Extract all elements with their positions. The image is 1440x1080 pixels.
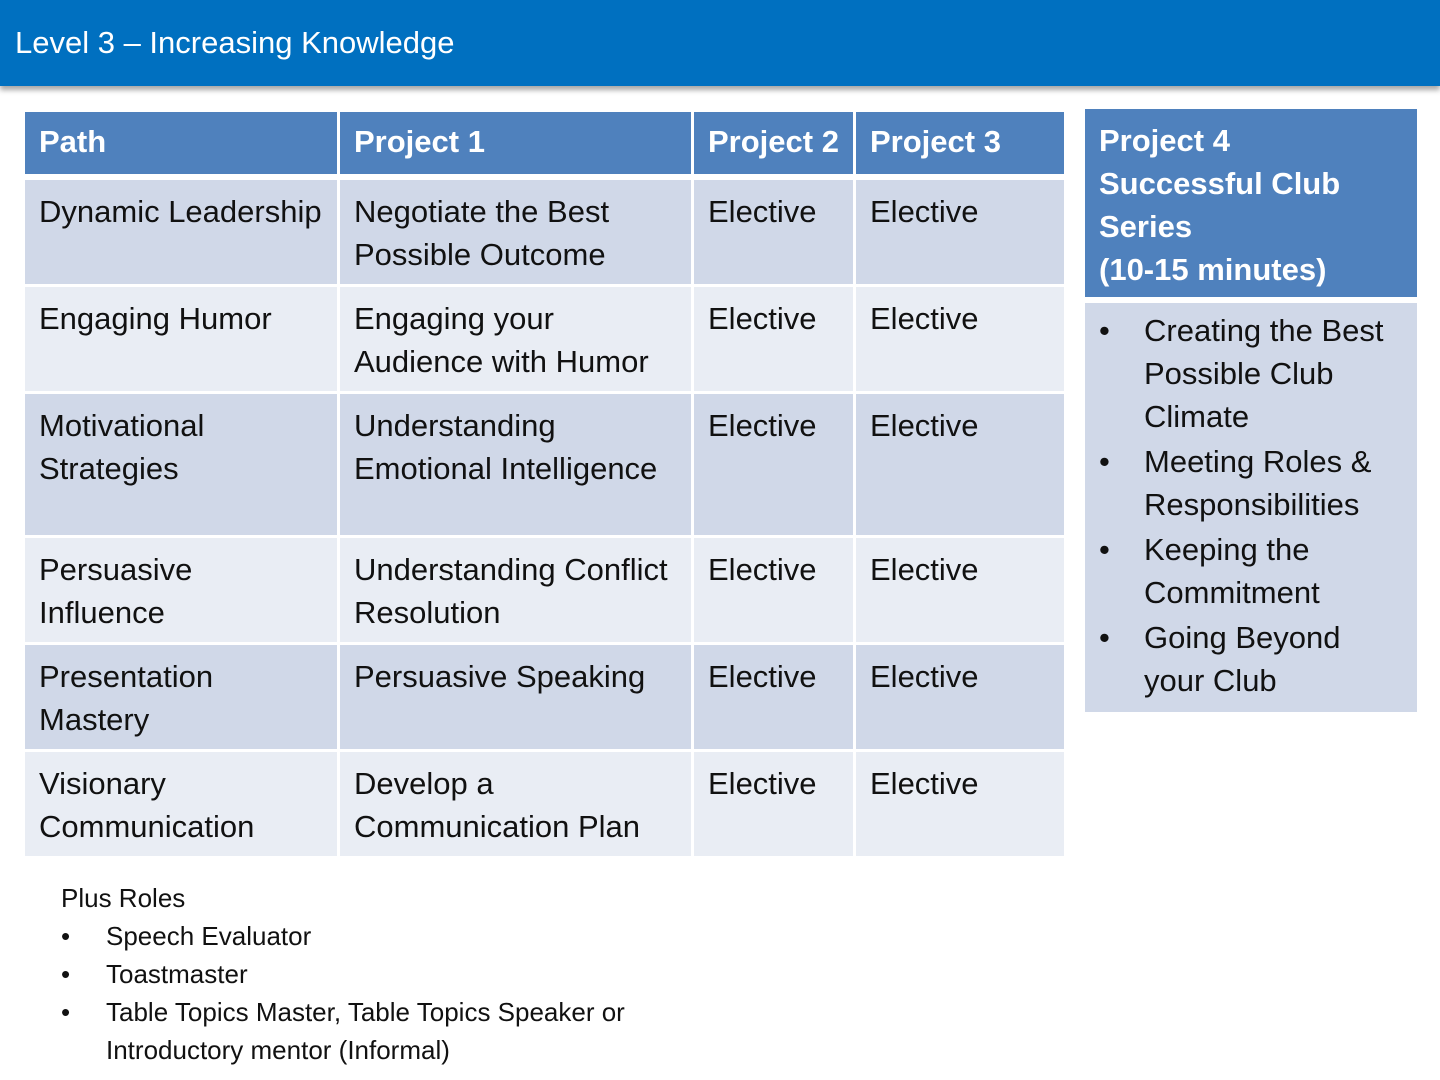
cell-project-3: Elective	[855, 393, 1066, 537]
cell-project-1: Engaging your Audience with Humor	[339, 286, 693, 393]
project-4-heading	[1085, 109, 1417, 303]
table-row	[24, 177, 1066, 286]
header-path: Path	[24, 111, 339, 178]
project-4-heading-line: (10-15 minutes)	[1099, 252, 1327, 287]
project-4-heading-line: Project 4	[1099, 123, 1230, 158]
project-4-panel	[1085, 109, 1417, 712]
list-item-text: Speech Evaluator	[106, 921, 312, 951]
list-item	[61, 993, 741, 1069]
cell-project-1: Understanding Emotional Intelligence	[339, 393, 693, 537]
bullet-icon: •	[61, 921, 71, 951]
header-project-2: Project 2	[693, 111, 855, 178]
cell-project-1: Persuasive Speaking	[339, 644, 693, 751]
cell-project-3: Elective	[855, 177, 1066, 286]
bullet-icon: •	[61, 959, 71, 989]
project-4-heading-line: Series	[1099, 209, 1193, 244]
list-item	[1099, 528, 1405, 614]
cell-project-2: Elective	[693, 751, 855, 858]
roles-section	[61, 879, 741, 1069]
cell-project-3: Elective	[855, 286, 1066, 393]
list-item-text: Meeting Roles & Responsibilities	[1144, 444, 1372, 522]
table-row	[24, 751, 1066, 858]
cell-project-3: Elective	[855, 537, 1066, 644]
list-item	[1099, 440, 1405, 526]
cell-path: Engaging Humor	[24, 286, 339, 393]
table-row	[24, 286, 1066, 393]
cell-project-3: Elective	[855, 751, 1066, 858]
table-row	[24, 537, 1066, 644]
cell-path: Dynamic Leadership	[24, 177, 339, 286]
header-project-3: Project 3	[855, 111, 1066, 178]
cell-path: Presentation Mastery	[24, 644, 339, 751]
bullet-icon: •	[61, 997, 71, 1027]
table-row	[24, 393, 1066, 537]
paths-table	[22, 109, 1067, 859]
table-header-row	[24, 111, 1066, 178]
list-item-text: Table Topics Master, Table Topics Speaker or Introductory mentor (Informal)	[106, 997, 625, 1065]
roles-heading: Plus Roles	[61, 883, 186, 913]
list-item-text: Toastmaster	[106, 959, 248, 989]
list-item	[61, 917, 741, 955]
bullet-icon: •	[1099, 313, 1110, 348]
project-4-list	[1085, 303, 1417, 712]
table-row	[24, 644, 1066, 751]
list-item	[1099, 309, 1405, 438]
cell-project-2: Elective	[693, 537, 855, 644]
list-item	[1099, 616, 1405, 702]
cell-project-2: Elective	[693, 177, 855, 286]
cell-project-2: Elective	[693, 286, 855, 393]
slide-title: Level 3 – Increasing Knowledge	[15, 25, 455, 60]
cell-path: Persuasive Influence	[24, 537, 339, 644]
bullet-icon: •	[1099, 532, 1110, 567]
project-4-heading-line: Successful Club	[1099, 166, 1341, 201]
bullet-icon: •	[1099, 444, 1110, 479]
cell-project-1: Negotiate the Best Possible Outcome	[339, 177, 693, 286]
bullet-icon: •	[1099, 620, 1110, 655]
list-item-text: Keeping the Commitment	[1144, 532, 1320, 610]
title-bar	[0, 0, 1440, 86]
header-project-1: Project 1	[339, 111, 693, 178]
cell-path: Motivational Strategies	[24, 393, 339, 537]
list-item-text: Creating the Best Possible Club Climate	[1144, 313, 1384, 434]
cell-project-1: Develop a Communication Plan	[339, 751, 693, 858]
cell-path: Visionary Communication	[24, 751, 339, 858]
cell-project-3: Elective	[855, 644, 1066, 751]
cell-project-1: Understanding Conflict Resolution	[339, 537, 693, 644]
list-item-text: Going Beyond your Club	[1144, 620, 1341, 698]
cell-project-2: Elective	[693, 393, 855, 537]
list-item	[61, 955, 741, 993]
cell-project-2: Elective	[693, 644, 855, 751]
